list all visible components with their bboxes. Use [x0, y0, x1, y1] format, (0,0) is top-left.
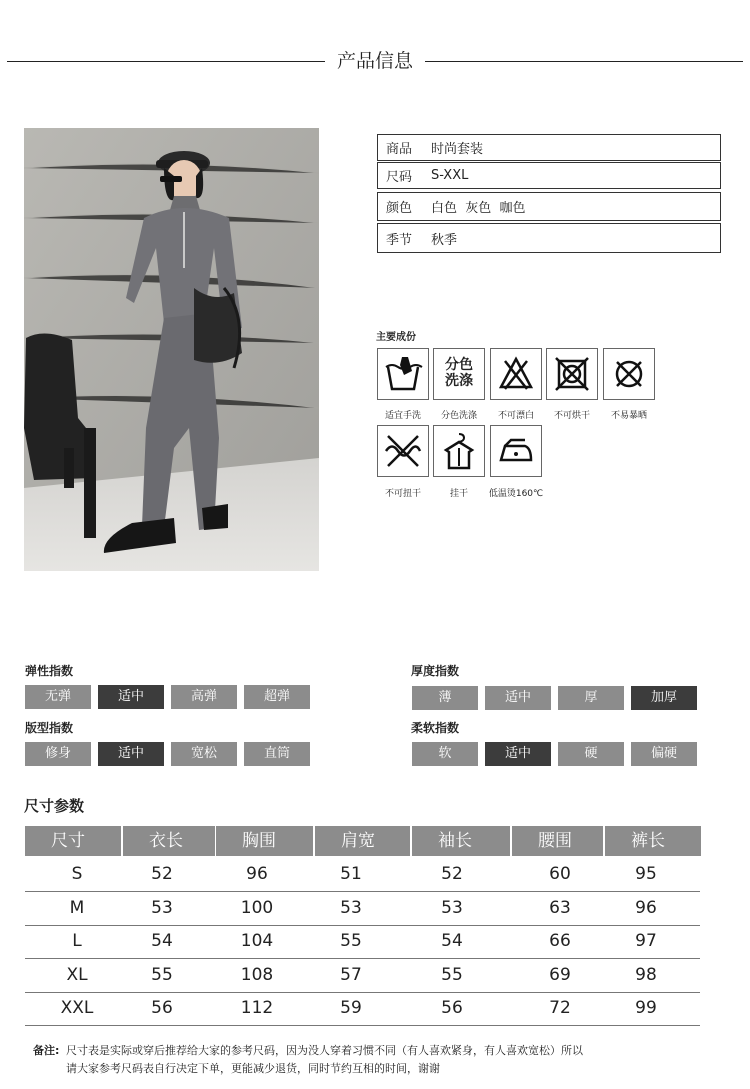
- hand-wash-icon: [377, 348, 429, 400]
- softness-option: 偏硬: [631, 742, 697, 766]
- size-cell: 52: [151, 864, 173, 884]
- size-cell: 96: [246, 864, 268, 884]
- thickness-option: 厚: [558, 686, 624, 710]
- info-row-season: [377, 223, 721, 253]
- no-sun-dry-icon: [603, 348, 655, 400]
- fit-option: 适中: [98, 742, 164, 766]
- softness-option: 硬: [558, 742, 624, 766]
- size-cell: 112: [240, 998, 274, 1018]
- no-bleach-icon: [490, 348, 542, 400]
- size-cell: XL: [66, 964, 88, 985]
- size-cell: 56: [441, 998, 463, 1018]
- size-cell: 55: [340, 931, 362, 951]
- size-cell: 108: [240, 964, 274, 985]
- care-label: 挂干: [449, 489, 468, 499]
- info-key: 尺码: [386, 170, 413, 185]
- care-label: 不可漂白: [497, 411, 534, 421]
- size-cell: 66: [549, 931, 571, 951]
- note-line-1: 尺寸表是实际或穿后推荐给大家的参考尺码，因为没人穿着习惯不同（有人喜欢紧身，有人喜欢宽松）所以: [66, 1044, 583, 1057]
- info-row-size: [377, 162, 721, 189]
- size-cell: 53: [340, 897, 362, 918]
- info-key: 商品: [386, 142, 413, 157]
- size-header-cell: 胸围: [216, 826, 313, 856]
- info-value: 白色 灰色 咖色: [431, 201, 526, 216]
- size-cell: 59: [340, 998, 362, 1018]
- info-row-color: [377, 192, 721, 221]
- softness-title: 柔软指数: [411, 721, 460, 735]
- elasticity-option: 适中: [98, 685, 164, 709]
- care-label: 不易暴晒: [610, 411, 647, 421]
- fit-option: 宽松: [171, 742, 237, 766]
- size-cell: 56: [151, 998, 173, 1018]
- info-key: 颜色: [386, 201, 413, 216]
- size-cell: 98: [635, 964, 657, 985]
- size-cell: 57: [340, 964, 362, 985]
- fit-option: 直筒: [244, 742, 310, 766]
- size-cell: 96: [635, 897, 657, 918]
- care-label: 不可烘干: [553, 411, 590, 421]
- size-cell: 63: [549, 897, 571, 918]
- care-label: 适宜手洗: [384, 411, 421, 421]
- softness-option: 软: [412, 742, 478, 766]
- size-cell: 54: [151, 931, 173, 951]
- size-cell: 69: [549, 964, 571, 985]
- fit-option: 修身: [25, 742, 91, 766]
- product-photo: [24, 128, 319, 571]
- size-cell: 55: [441, 964, 463, 985]
- thickness-option: 适中: [485, 686, 551, 710]
- hang-dry-icon: [433, 425, 485, 477]
- size-cell: 55: [151, 964, 173, 985]
- size-cell: 104: [240, 931, 274, 951]
- size-cell: 54: [441, 931, 463, 951]
- care-label: 不可扭干: [384, 489, 421, 499]
- size-header-cell: 衣长: [123, 826, 215, 856]
- size-header-cell: 腰围: [512, 826, 603, 856]
- thickness-option: 加厚: [631, 686, 697, 710]
- size-cell: 53: [151, 897, 173, 918]
- size-cell: 60: [549, 864, 571, 884]
- care-label: 分色洗涤: [440, 411, 477, 421]
- care-label: 低温烫160℃: [488, 489, 544, 499]
- size-cell: 99: [635, 998, 657, 1018]
- no-wring-icon: [377, 425, 429, 477]
- elasticity-option: 超弹: [244, 685, 310, 709]
- size-cell: 72: [549, 998, 571, 1018]
- separate-wash-icon: [433, 348, 485, 400]
- size-cell: 95: [635, 864, 657, 884]
- elasticity-title: 弹性指数: [25, 664, 74, 678]
- size-cell: 52: [441, 864, 463, 884]
- size-cell: 97: [635, 931, 657, 951]
- separate-wash-text-2: 洗涤: [445, 373, 473, 389]
- separate-wash-text-1: 分色: [445, 357, 473, 373]
- care-title: 主要成份: [376, 332, 416, 343]
- header-rule-left: [7, 61, 325, 62]
- size-table-title: 尺寸参数: [24, 797, 85, 815]
- thickness-title: 厚度指数: [411, 664, 460, 678]
- size-cell: S: [71, 864, 83, 884]
- size-cell: 53: [441, 897, 463, 918]
- info-value: S-XXL: [431, 168, 469, 183]
- note-line-2: 请大家参考尺码表自行决定下单，更能减少退货，同时节约互相的时间，谢谢: [66, 1062, 440, 1075]
- size-cell: M: [69, 897, 85, 918]
- size-cell: L: [72, 931, 82, 951]
- size-row-divider: [25, 1025, 700, 1026]
- header-rule-right: [425, 61, 743, 62]
- elasticity-option: 无弹: [25, 685, 91, 709]
- size-header-cell: 肩宽: [315, 826, 410, 856]
- size-header-cell: 袖长: [412, 826, 510, 856]
- elasticity-option: 高弹: [171, 685, 237, 709]
- size-cell: 51: [340, 864, 362, 884]
- size-cell: 100: [240, 897, 274, 918]
- size-header-cell: 尺寸: [25, 826, 121, 856]
- note-label: 备注:: [33, 1044, 60, 1057]
- info-value: 时尚套装: [431, 142, 484, 157]
- softness-option: 适中: [485, 742, 551, 766]
- size-header-cell: 裤长: [605, 826, 701, 856]
- info-row-product: [377, 134, 721, 161]
- size-cell: XXL: [60, 998, 94, 1018]
- page-title: 产品信息: [336, 50, 413, 72]
- info-value: 秋季: [431, 232, 458, 248]
- thickness-option: 薄: [412, 686, 478, 710]
- info-key: 季节: [386, 232, 413, 248]
- fit-title: 版型指数: [25, 721, 74, 735]
- no-tumble-dry-icon: [546, 348, 598, 400]
- low-iron-icon: [490, 425, 542, 477]
